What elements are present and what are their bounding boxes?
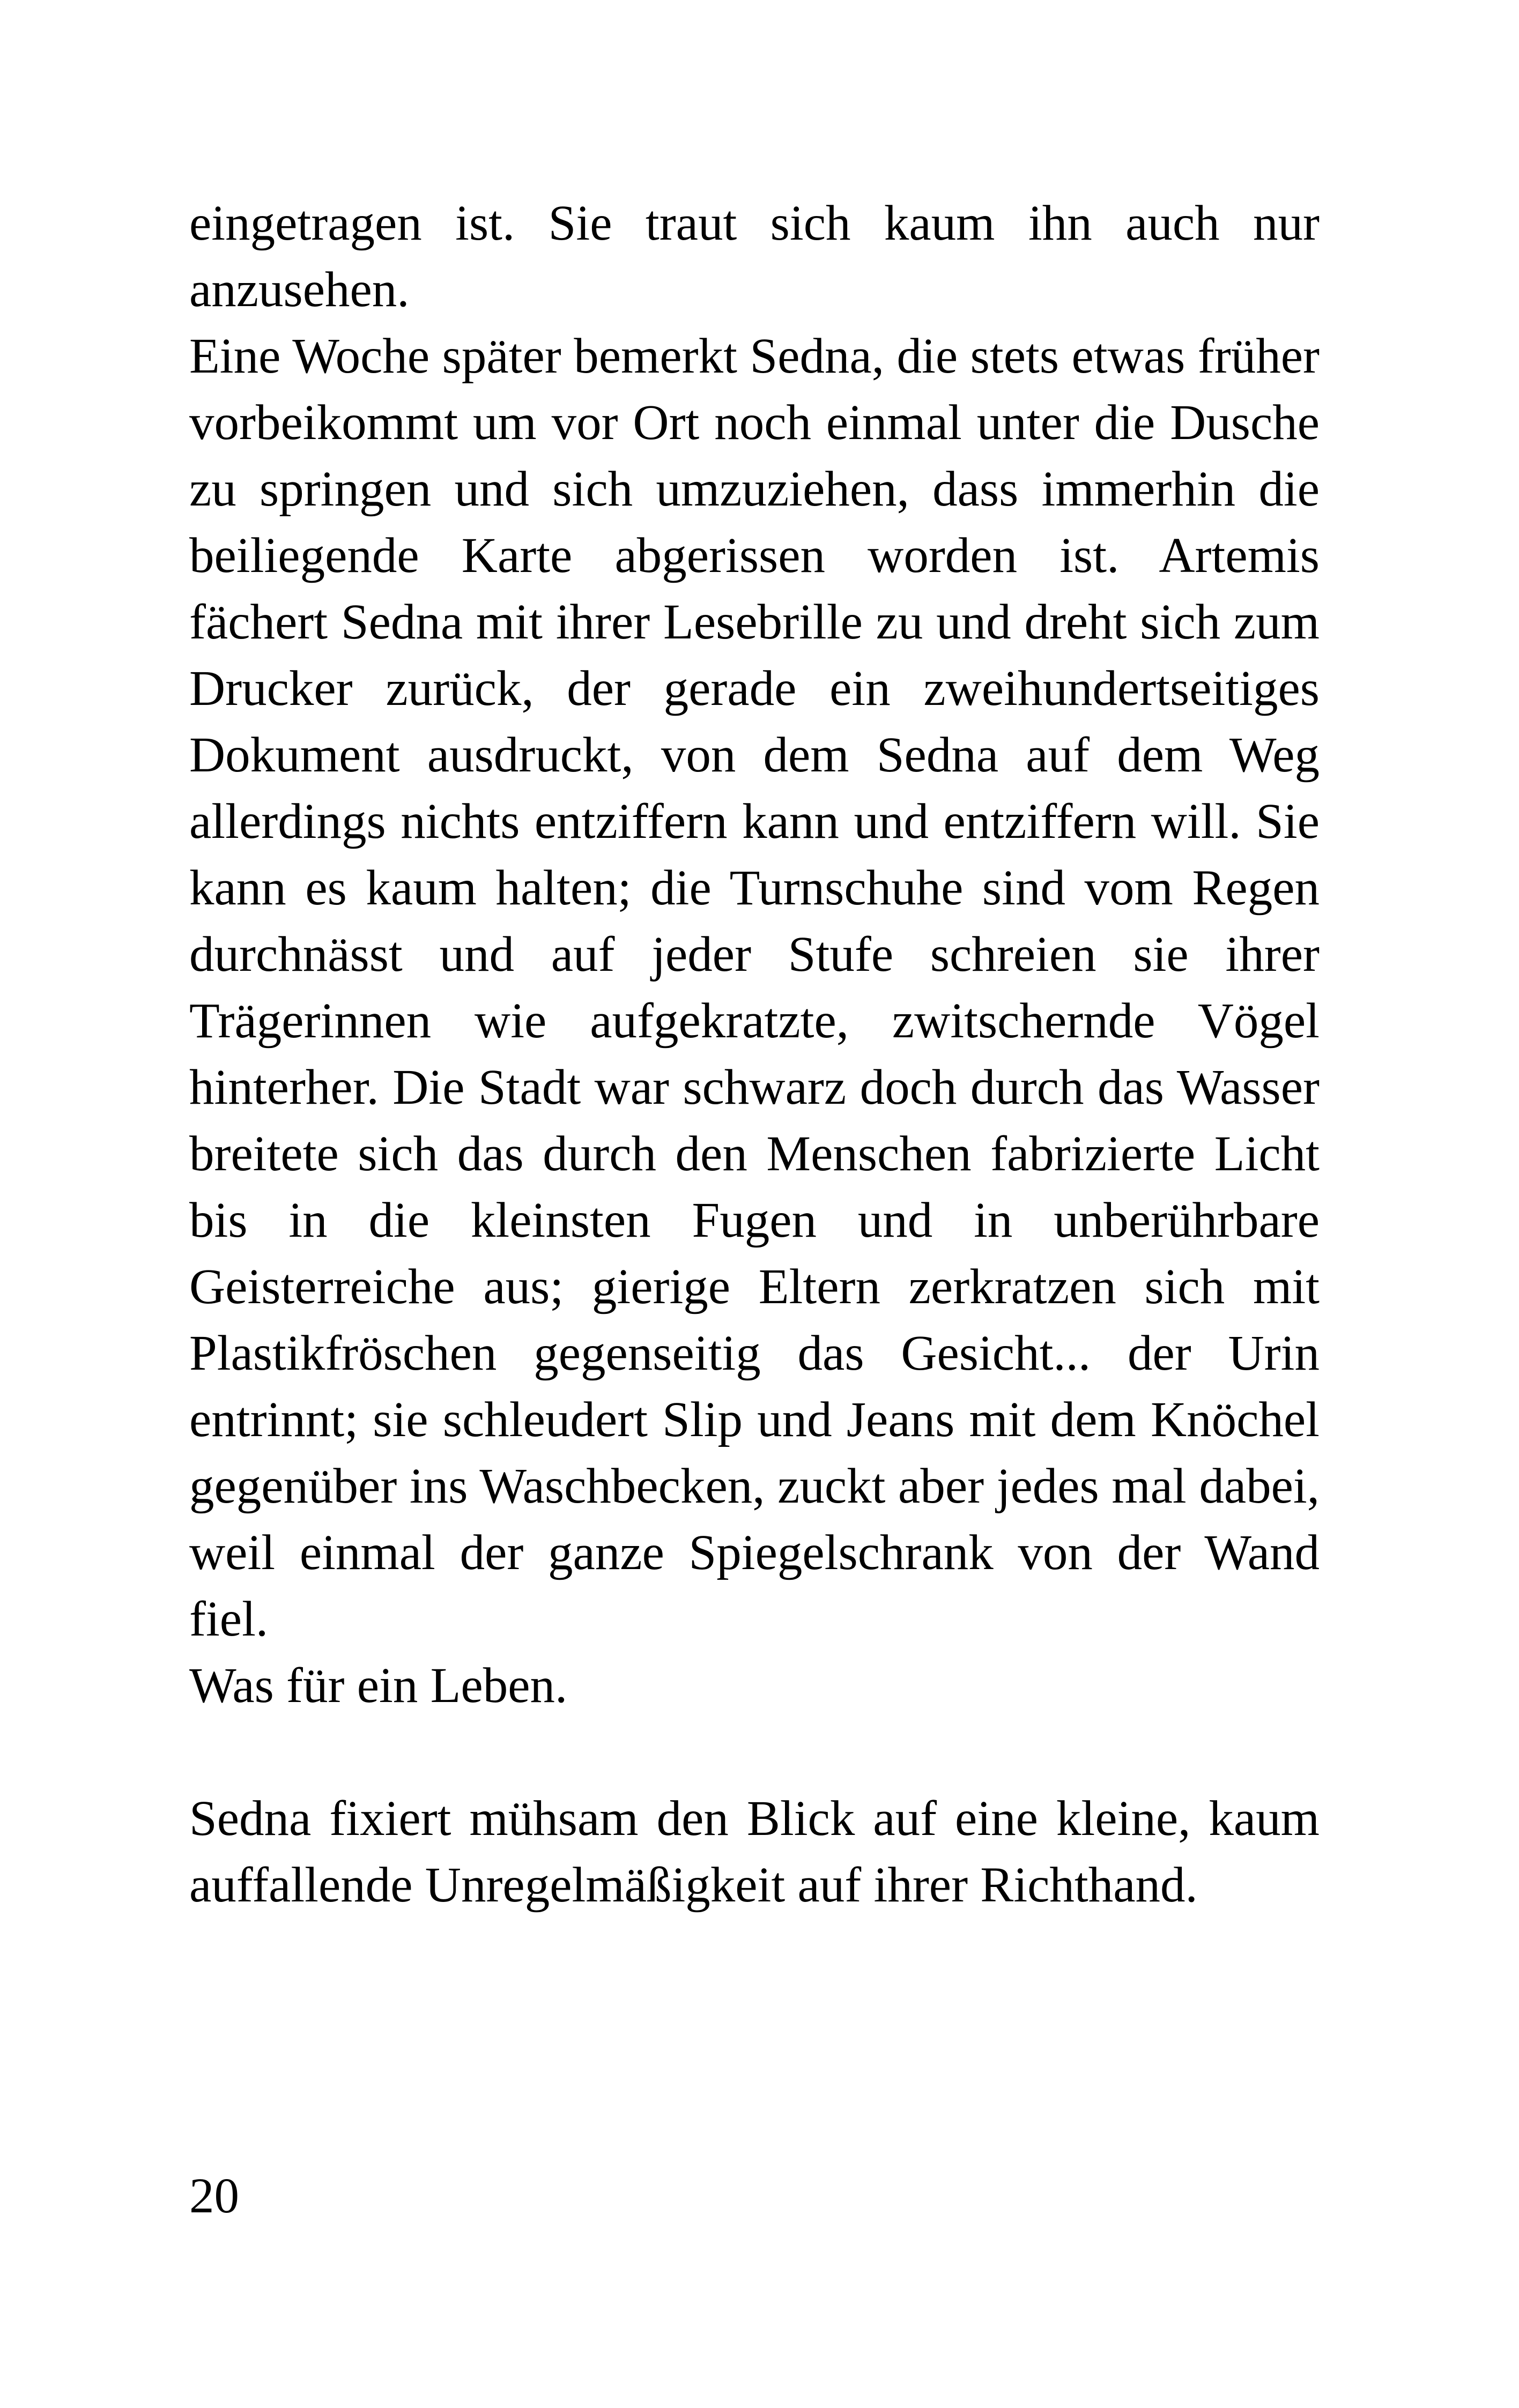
body-text (189, 190, 1320, 1919)
paragraph-3: Was für ein Leben. (189, 1658, 568, 1713)
paragraph-1: eingetragen ist. Sie traut sich kaum ihn auch nur anzusehen. (189, 196, 1320, 317)
page-number: 20 (189, 2168, 239, 2224)
paragraph-4: Sedna fixiert mühsam den Blick auf eine kleine, kaum auffallende Unregelmäßigkeit auf ihrer Richthand. (189, 1791, 1320, 1913)
paragraph-2: Eine Woche später bemerkt Sedna, die stets etwas früher vorbeikommt um vor Ort noch einmal unter die Dusche zu springen und sich umzuziehen, dass immerhin die beiliegende Karte abgerissen worden ist. Artemis fächert Sedna mit ihrer Lesebrille zu und dreht sich zum Drucker zurück, der gerade ein zweihundertseitiges Dokument ausdruckt, von dem Sedna auf dem Weg allerdings nichts entziffern kann und entziffern will. Sie kann es kaum halten; die Turnschuhe sind vom Regen durchnässt und auf jeder Stufe schreien sie ihrer Trägerinnen wie aufgekratzte, zwitschernde Vögel hinterher. Die Stadt war schwarz doch durch das Wasser breitete sich das durch den Menschen fabrizierte Licht bis in die kleinsten Fugen und in unberührbare Geisterreiche aus; gierige Eltern zerkratzen sich mit Plastikfröschen gegenseitig das Gesicht... der Urin entrinnt; sie schleudert Slip und Jeans mit dem Knöchel gegenüber ins Waschbecken, zuckt aber jedes mal dabei, weil einmal der ganze Spiegelschrank von der Wand fiel. (189, 329, 1320, 1647)
